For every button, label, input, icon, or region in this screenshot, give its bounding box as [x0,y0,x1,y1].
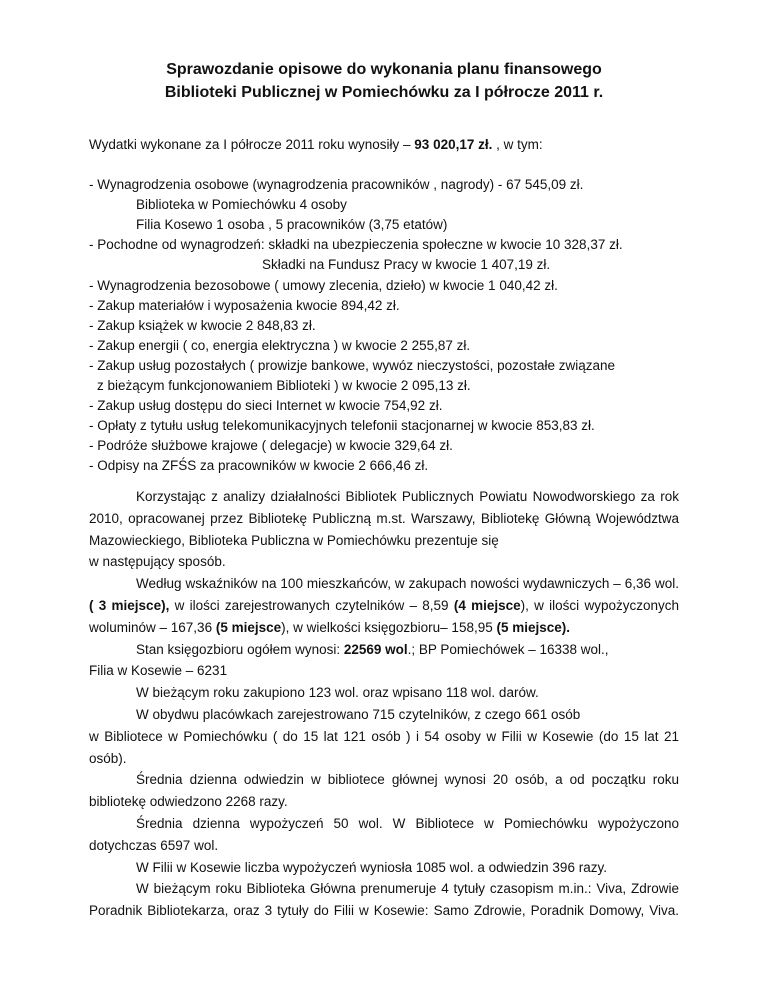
narrative-line: W Filii w Kosewie liczba wypożyczeń wyniosła 1085 wol. a odwiedzin 396 razy. [136,859,607,875]
expense-salaries: - Wynagrodzenia osobowe (wynagrodzenia pracowników , nagrody) - 67 545,09 zł. [89,177,584,192]
volumes-text: woluminów – 167,36 [89,619,216,635]
narrative-line: Mazowieckiego, Biblioteka Publiczna w Pomiechówku prezentuje się [89,532,499,548]
intro-suffix: , w tym: [492,137,543,152]
expense-services-line-2: z bieżącym funkcjonowaniem Biblioteki ) w kwocie 2 095,13 zł. [97,378,471,393]
rank-loans: (5 miejsce [215,619,282,635]
narrative-line: W bieżącym roku Biblioteka Główna prenumeruje 4 tytuły czasopism m.in.: Viva, Zdrowie [136,881,679,897]
narrative-line [89,617,679,639]
narrative-line: w Bibliotece w Pomiechówku ( do 15 lat 121 osób ) i 54 osoby w Filii w Kosewie (do 15 lat 21 [89,728,679,744]
narrative-line: W bieżącym roku zakupiono 123 wol. oraz wpisano 118 wol. darów. [136,685,539,701]
narrative-line: w następujący sposób. [89,554,226,570]
collection-breakdown: .; BP Pomiechówek – 16338 wol., [407,641,609,657]
expense-materials: - Zakup materiałów i wyposażenia kwocie 894,42 zł. [89,298,400,313]
expense-travel: - Podróże służbowe krajowe ( delegacje) w kwocie 329,64 zł. [89,438,453,453]
narrative-line: Filia w Kosewie – 6231 [89,663,228,679]
narrative-line: Korzystając z analizy działalności Bibliotek Publicznych Powiatu Nowodworskiego za rok [136,489,679,504]
expense-telecom: - Opłaty z tytułu usług telekomunikacyjnych telefonii stacjonarnej w kwocie 853,83 zł. [89,418,595,433]
total-amount: 93 020,17 zł. [414,137,493,152]
narrative-line: bibliotekę odwiedzono 2268 razy. [89,794,288,810]
expense-derived: - Pochodne od wynagrodzeń: składki na ubezpieczenia społeczne w kwocie 10 328,37 zł. [89,237,623,252]
narrative-line: Poradnik Bibliotekarza, oraz 3 tytuły do Filii w Kosewie: Samo Zdrowie, Poradnik Domowy, Viva. [89,903,679,919]
rank-collection: (5 miejsce). [496,619,571,635]
rank-purchases: ( 3 miejsce), [89,597,170,613]
document-title-line-1: Sprawozdanie opisowe do wykonania planu finansowego [166,61,602,78]
narrative-line: 2010, opracowanej przez Bibliotekę Publiczną m.st. Warszawy, Bibliotekę Główną Województwa [89,510,679,526]
narrative-section [89,486,679,922]
expense-salaries-branch: Filia Kosewo 1 osoba , 5 pracowników (3,75 etatów) [136,217,448,232]
narrative-line [89,595,679,617]
narrative-line: dotychczas 6597 wol. [89,837,219,853]
narrative-line: Średnia dzienna wypożyczeń 50 wol. W Bibliotece w Pomiechówku wypożyczono [136,815,679,831]
rank-readers: (4 miejsce [453,597,521,613]
expense-energy: - Zakup energii ( co, energia elektryczna ) w kwocie 2 255,87 zł. [89,338,471,353]
expense-internet: - Zakup usług dostępu do sieci Internet w kwocie 754,92 zł. [89,398,443,413]
collection-text: ), w wielkości księgozbioru– 158,95 [281,619,497,635]
narrative-line: osób). [89,750,127,766]
intro-text: Wydatki wykonane za I półrocze 2011 roku wynosiły – [89,137,415,152]
narrative-line: Według wskaźników na 100 mieszkańców, w zakupach nowości wydawniczych – 6,36 wol. [136,576,679,592]
readers-text: w ilości zarejestrowanych czytelników – 8,59 [169,597,454,613]
narrative-line [89,639,679,661]
expense-books: - Zakup książek w kwocie 2 848,83 zł. [89,318,316,333]
narrative-line: W obydwu placówkach zarejestrowano 715 czytelników, z czego 661 osób [136,706,581,722]
expense-zfss: - Odpisy na ZFŚS za pracowników w kwocie 2 666,46 zł. [89,458,429,473]
expense-services-line-1: - Zakup usług pozostałych ( prowizje bankowe, wywóz nieczystości, pozostałe związane [89,358,615,373]
expense-salaries-main-library: Biblioteka w Pomiechówku 4 osoby [136,197,347,212]
expense-labour-fund: Składki na Fundusz Pracy w kwocie 1 407,19 zł. [262,257,551,272]
collection-total-text: Stan księgozbioru ogółem wynosi: [136,641,344,657]
collection-total-value: 22569 wol [343,641,408,657]
document-title-line-2: Biblioteki Publicznej w Pomiechówku za I półrocze 2011 r. [164,84,604,101]
intro-line [89,135,543,155]
narrative-line: Średnia dzienna odwiedzin w bibliotece głównej wynosi 20 osób, a od początku roku [136,772,679,788]
loans-text: ), w ilości wypożyczonych [520,597,679,613]
expense-nonpersonal: - Wynagrodzenia bezosobowe ( umowy zlecenia, dzieło) w kwocie 1 040,42 zł. [89,278,558,293]
